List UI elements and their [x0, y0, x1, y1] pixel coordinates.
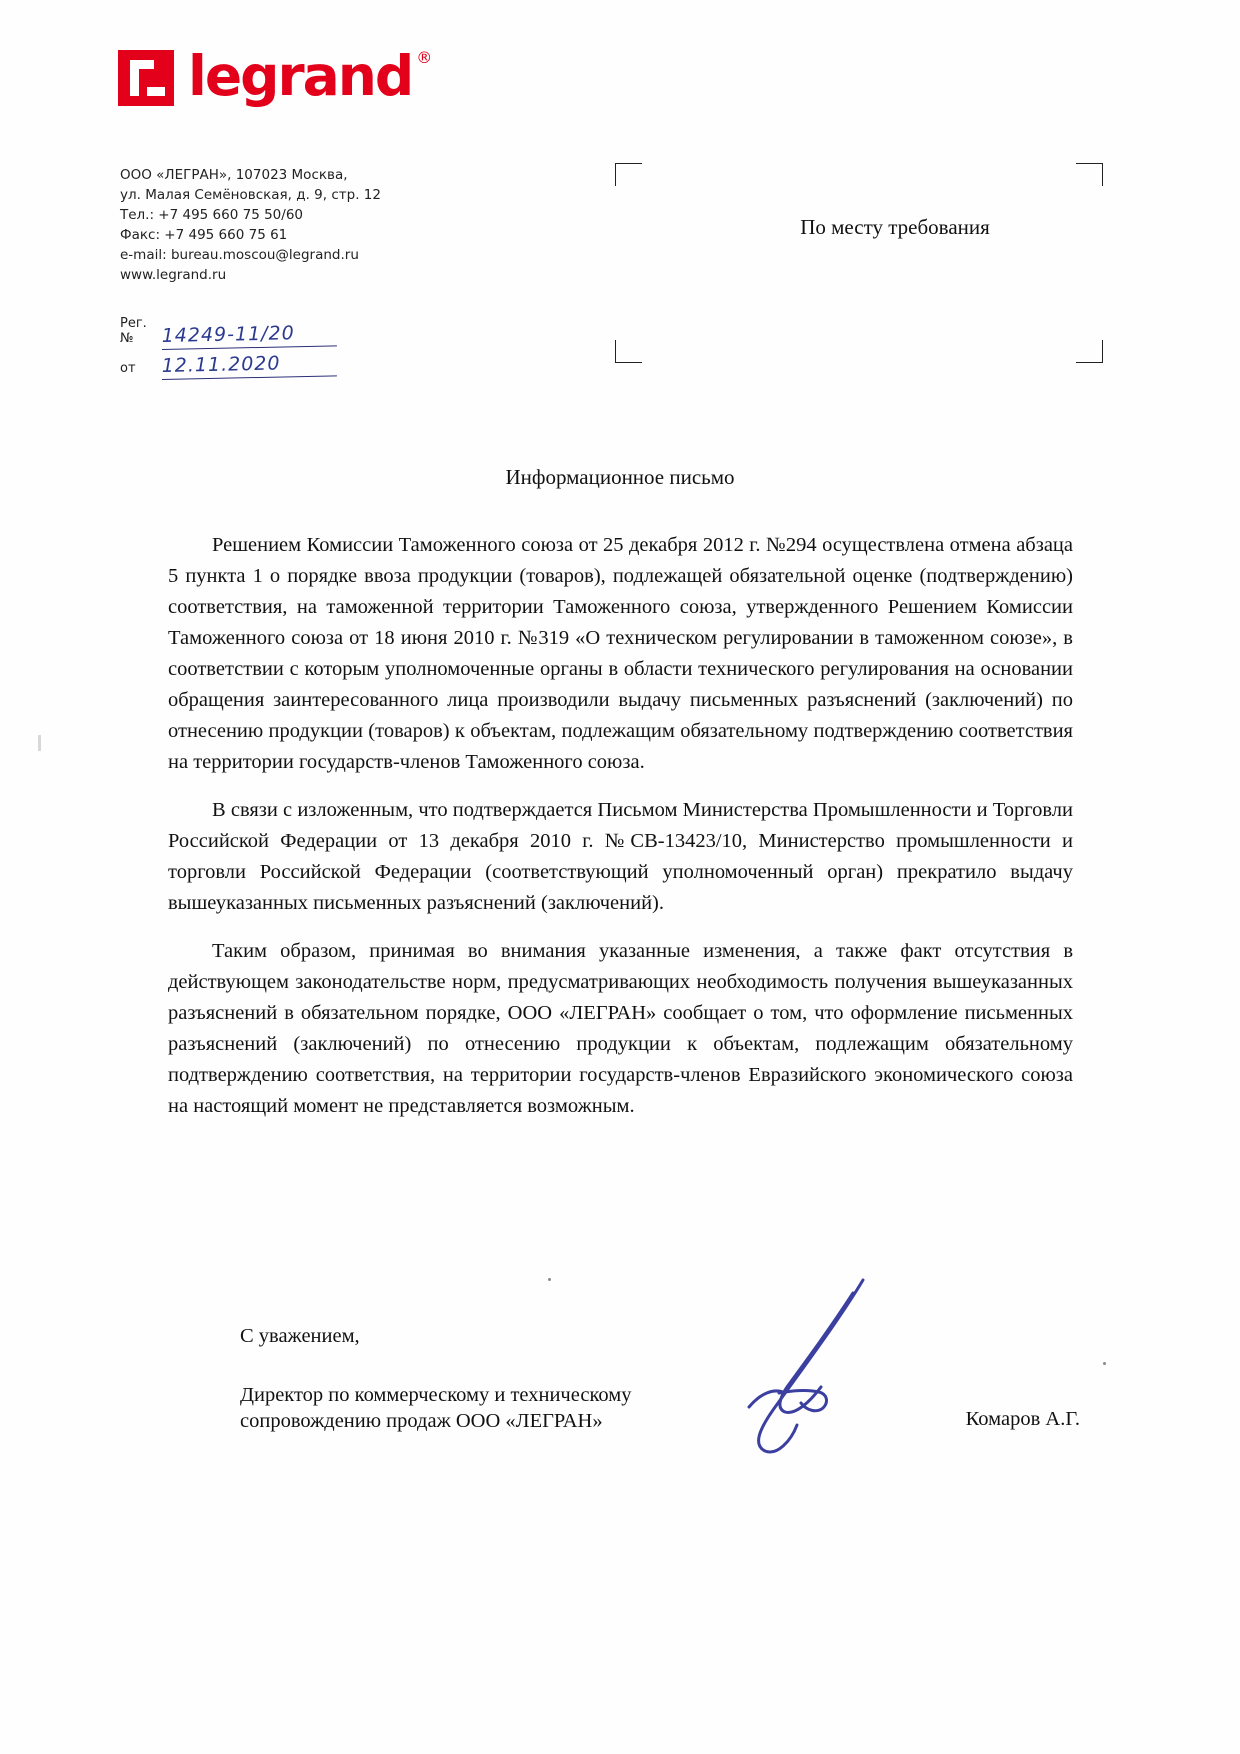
scan-edge-mark — [38, 735, 41, 751]
registration-number-label: Рег. № — [120, 316, 147, 346]
signature-row — [240, 1382, 1080, 1434]
legrand-logo-mark-icon — [118, 50, 174, 106]
body-paragraph-1: Решением Комиссии Таможенного союза от 25 декабря 2012 г. №294 осуществлена отмена абзаца 5 пункта 1 о порядке ввоза продукции (товаров), подлежащей обязательной оценке (подтверждению) соответствия, на таможенной территории Таможенного союза, утвержденного Решением Комиссии Таможенного союза от 18 июня 2010 г. №319 «О техническом регулировании в таможенном союзе», в соответствии с которым уполномоченные органы в области технического регулирования на основании обращения заинтересованного лица производили выдачу письменных разъяснений (заключений) по отнесению продукции (товаров) к объектам, подлежащим обязательному подтверждению соответствия на территории государств-членов Таможенного союза. — [168, 534, 1073, 773]
document-body — [168, 530, 1073, 1122]
signatory-position-line-1: Директор по коммерческому и техническому — [240, 1384, 632, 1406]
sender-line-fax: Факс: +7 495 660 75 61 — [120, 227, 288, 243]
signature-regards: С уважением, — [240, 1325, 360, 1347]
signatory-position-line-2: сопровождению продаж ООО «ЛЕГРАН» — [240, 1410, 603, 1432]
sender-line-website: www.legrand.ru — [120, 267, 227, 283]
addressee-corner-top-left — [615, 163, 642, 186]
legrand-logo-text: legrand — [188, 44, 413, 108]
signature-block — [240, 1325, 1080, 1434]
legrand-logo — [118, 44, 433, 108]
scan-artifact-dot-left — [548, 1278, 551, 1281]
sender-line-street: ул. Малая Семёновская, д. 9, стр. 12 — [120, 187, 381, 203]
sender-line-email: e-mail: bureau.moscou@legrand.ru — [120, 247, 359, 263]
body-paragraph-2: В связи с изложенным, что подтверждается Письмом Министерства Промышленности и Торговли Российской Федерации от 13 декабря 2010 г. №СВ-13423/10, Министерство промышленности и торговли Российской Федерации (соответствующий уполномоченный орган) прекратило выдачу вышеуказанных письменных разъяснений (заключений). — [168, 799, 1073, 914]
sender-line-company: ООО «ЛЕГРАН», 107023 Москва, — [120, 167, 348, 183]
addressee-corner-bottom-left — [615, 340, 642, 363]
signatory-position — [240, 1382, 710, 1434]
registration-date-value: 12.11.2020 — [161, 351, 336, 380]
signatory-name: Комаров А.Г. — [965, 1408, 1080, 1430]
document-title: Информационное письмо — [505, 465, 735, 489]
scan-artifact-dot-right — [1103, 1362, 1106, 1365]
body-paragraph-3: Таким образом, принимая во внимания указанные изменения, а также факт отсутствия в действующем законодательстве норм, предусматривающих необходимость получения вышеуказанных разъяснений в обязательном порядке, ООО «ЛЕГРАН» сообщает о том, что оформление письменных разъяснений (заключений) по отнесению продукции к объектам, подлежащим обязательному подтверждению соответствия, на территории государств-членов Евразийского экономического союза на настоящий момент не представляется возможным. — [168, 940, 1073, 1117]
addressee-corner-top-right — [1076, 163, 1103, 186]
addressee-text: По месту требования — [800, 215, 990, 239]
sender-details — [120, 165, 381, 285]
registration-block — [120, 316, 337, 380]
registration-date-label: от — [120, 361, 136, 376]
registration-date-row — [120, 350, 337, 380]
registration-number-value: 14249-11/20 — [161, 321, 336, 350]
sender-line-phone: Тел.: +7 495 660 75 50/60 — [120, 207, 303, 223]
addressee-corner-bottom-right — [1076, 340, 1103, 363]
registered-trademark-icon: ® — [416, 48, 433, 67]
registration-number-row — [120, 316, 337, 350]
